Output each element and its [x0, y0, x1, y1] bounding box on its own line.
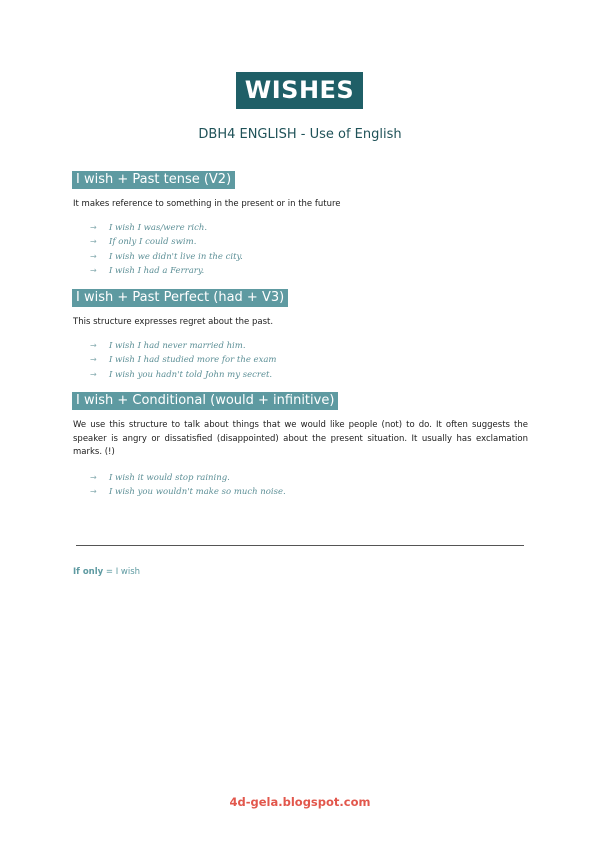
example-list-past-tense [90, 221, 243, 278]
arrow-right-icon: → [90, 355, 97, 365]
list-item: → I wish you hadn't told John my secret. [90, 368, 277, 382]
arrow-right-icon: → [90, 237, 97, 247]
note-term: If only [73, 567, 104, 577]
list-item: → I wish I had a Ferrary. [90, 264, 243, 278]
arrow-right-icon: → [90, 265, 97, 275]
list-item: → I wish it would stop raining. [90, 471, 286, 485]
section-description-conditional: We use this structure to talk about things that we would like people (not) to do. It often suggests the speaker is angry or dissatisfied (disappointed) about the present situation. It usually has exclamation marks. (!) [73, 420, 528, 457]
divider [76, 545, 524, 546]
list-item: → If only I could swim. [90, 235, 243, 249]
arrow-right-icon: → [90, 369, 97, 379]
list-item: → I wish I had studied more for the exam [90, 353, 277, 367]
section-header-conditional: I wish + Conditional (would + infinitive) [72, 392, 338, 410]
page-subtitle: DBH4 ENGLISH - Use of English [198, 127, 402, 142]
list-item: → I wish I had never married him. [90, 339, 277, 353]
example-list-conditional [90, 471, 286, 500]
section-description-past-tense: It makes reference to something in the present or in the future [73, 199, 341, 209]
if-only-note [73, 567, 140, 577]
section-description-past-perfect: This structure expresses regret about the past. [73, 317, 274, 327]
arrow-right-icon: → [90, 251, 97, 261]
section-header-past-tense: I wish + Past tense (V2) [72, 171, 235, 189]
page-title: WISHES [236, 72, 363, 109]
list-item: → I wish we didn't live in the city. [90, 250, 243, 264]
arrow-right-icon: → [90, 487, 97, 497]
list-item: → I wish you wouldn't make so much noise. [90, 485, 286, 499]
arrow-right-icon: → [90, 473, 97, 482]
section-header-past-perfect: I wish + Past Perfect (had + V3) [72, 289, 288, 307]
note-equals: = I wish [103, 567, 141, 577]
footer-site-link[interactable]: 4d-gela.blogspot.com [229, 795, 371, 809]
arrow-right-icon: → [90, 223, 97, 232]
arrow-right-icon: → [90, 341, 97, 350]
list-item: → I wish I was/were rich. [90, 221, 243, 235]
example-list-past-perfect [90, 339, 277, 382]
